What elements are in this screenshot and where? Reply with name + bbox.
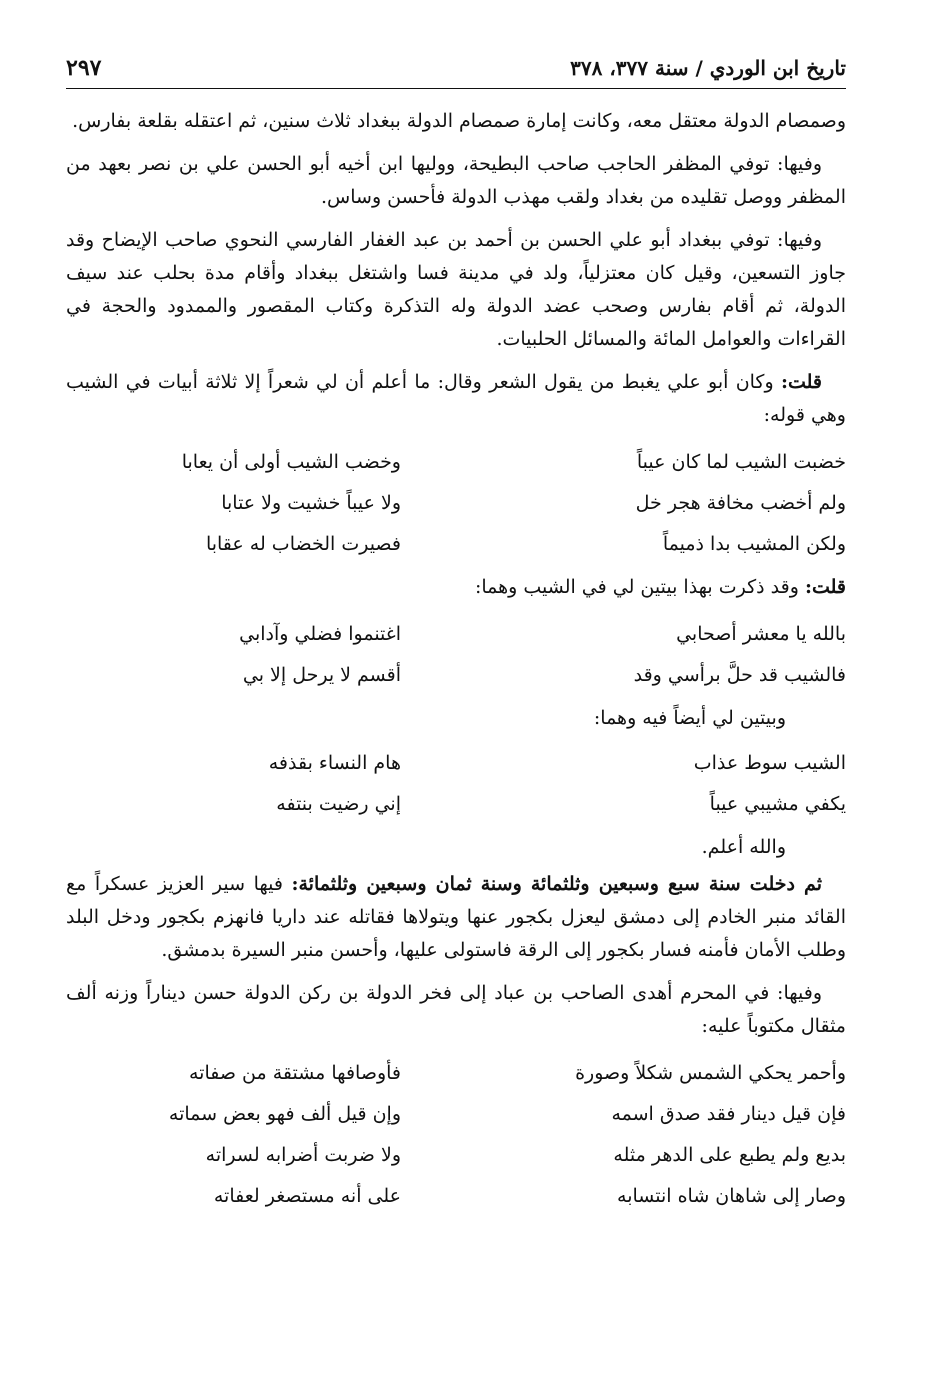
hemistich: الشيب سوط عذاب [693, 752, 846, 774]
paragraph: وصمصام الدولة معتقل معه، وكانت إمارة صمصام الدولة ببغداد ثلاث سنين، ثم اعتقله بقلعة بفارس. [72, 110, 846, 132]
page-body [66, 105, 846, 1217]
paragraph: والله أعلم. [701, 836, 786, 858]
hemistich: اغتنموا فضلي وآدابي [239, 623, 401, 645]
poem [66, 743, 846, 825]
paragraph-lead: قلت: [780, 371, 822, 393]
hemistich: وخضب الشيب أولى أن يعابا [181, 451, 401, 473]
paragraph: وفيها: في المحرم أهدى الصاحب بن عباد إلى فخر الدولة بن ركن الدولة حسن ديناراً وزنه ألف مثقال مكتوباً عليه: [66, 982, 846, 1037]
hemistich: فأوصافها مشتقة من صفاته [188, 1062, 401, 1084]
paragraph: قلت: وقد ذكرت بهذا بيتين لي في الشيب وهما: [474, 576, 846, 598]
paragraph: وفيها: توفي المظفر الحاجب صاحب البطيحة، ووليها ابن أخيه أبو الحسن علي بن نصر بعهد من المظفر ووصل تقليده من بغداد ولقب مهذب الدولة فأحسن وساس. [66, 153, 846, 208]
paragraph-lead: ثم دخلت سنة سبع وسبعين وثلثمائة وسنة ثمان وسبعين وثلثمائة: [291, 873, 822, 895]
hemistich: إني رضيت بنتفه [276, 793, 401, 815]
running-title: تاريخ ابن الوردي / سنة ٣٧٧، ٣٧٨ [570, 56, 846, 80]
poem [66, 1053, 846, 1217]
hemistich: وإن قيل ألف فهو بعض سماته [168, 1103, 401, 1125]
hemistich: ولكن المشيب بدا ذميماً [662, 533, 846, 555]
hemistich: بديع ولم يطبع على الدهر مثله [613, 1144, 846, 1166]
hemistich: وأحمر يحكي الشمس شكلاً وصورة [575, 1062, 846, 1084]
running-header [66, 48, 846, 89]
hemistich: فصيرت الخضاب له عقابا [205, 533, 401, 555]
hemistich: بالله يا معشر أصحابي [676, 623, 846, 645]
paragraph: ثم دخلت سنة سبع وسبعين وثلثمائة وسنة ثمان وسبعين وثلثمائة: فيها سير العزيز عسكراً مع القائد منبر الخادم إلى دمشق ليعزل بكجور عنها ويتولاها فقاتله عند داريا فانهزم بكجور ودخل البلد وطلب الأمان فأمنه فسار بكجور إلى الرقة فاستولى عليها، وأحسن منبر السيرة بدمشق. [66, 873, 846, 961]
hemistich: يكفي مشيبي عيباً [709, 793, 846, 815]
hemistich: ولم أخضب مخافة هجر خل [635, 492, 846, 514]
paragraph-lead: قلت: [804, 576, 846, 598]
hemistich: على أنه مستصغر لعفاته [213, 1185, 401, 1207]
poem [66, 442, 846, 565]
hemistich: أقسم لا يرحل إلا بي [242, 664, 401, 686]
paragraph: قلت: وكان أبو علي يغبط من يقول الشعر وقال: ما أعلم أن لي شعراً إلا ثلاثة أبيات في الشيب وهي قوله: [66, 371, 846, 426]
paragraph: وبيتين لي أيضاً فيه وهما: [593, 707, 786, 729]
hemistich: خضبت الشيب لما كان عيباً [636, 451, 846, 473]
paragraph: وفيها: توفي ببغداد أبو علي الحسن بن أحمد بن عبد الغفار الفارسي النحوي صاحب الإيضاح وقد جاوز التسعين، وقيل كان معتزلياً، ولد في مدينة فسا واشتغل ببغداد وأقام مدة بحلب عند سيف الدولة، ثم أقام بفارس وصحب عضد الدولة وله التذكرة وكتاب المقصور والممدود والحجة في القراءات والعوامل المائة والمسائل الحلبيات. [66, 229, 846, 350]
page-number: ٢٩٧ [66, 55, 102, 81]
hemistich: ولا ضربت أضرابه لسراته [205, 1144, 401, 1166]
hemistich: فالشيب قد حلَّ برأسي وقد [633, 664, 846, 686]
hemistich: فإن قيل دينار فقد صدق اسمه [611, 1103, 846, 1125]
book-page [66, 48, 846, 1368]
poem [66, 614, 846, 696]
hemistich: ولا عيباً خشيت ولا عتابا [221, 492, 401, 514]
hemistich: وصار إلى شاهان شاه انتسابه [617, 1185, 846, 1207]
hemistich: هام النساء بقذفه [268, 752, 401, 774]
